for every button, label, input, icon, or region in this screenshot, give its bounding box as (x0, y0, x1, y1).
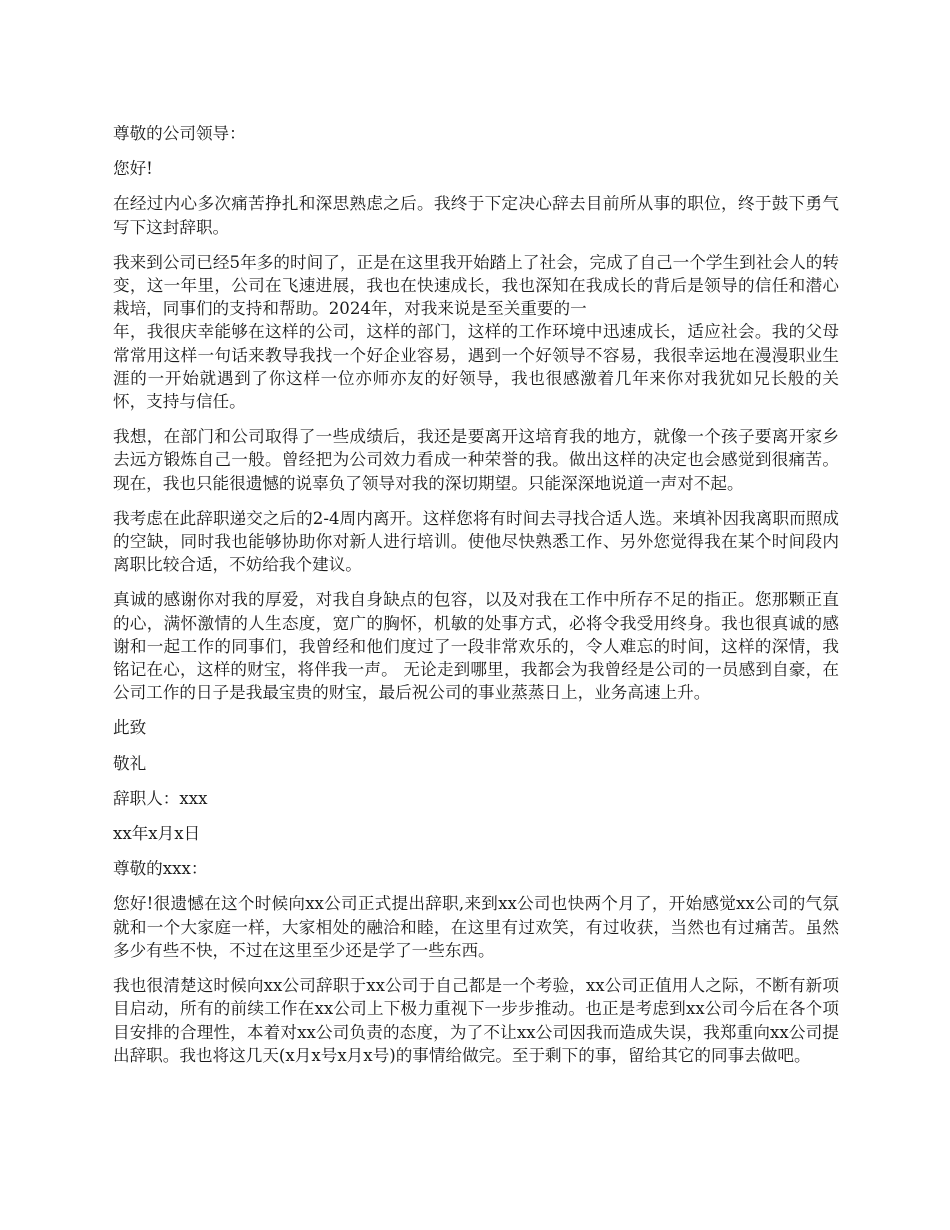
letter1-closing-jing-li: 敬礼 (113, 753, 147, 773)
letter1-salutation: 尊敬的公司领导： (113, 124, 246, 143)
document-page (113, 122, 839, 1079)
letter1-paragraph: 真诚的感谢你对我的厚爱，对我自身缺点的包容，以及对我在工作中所存不足的指正。您那颗正直的心，满怀激情的人生态度，宽广的胸怀，机敏的处事方式，必将令我受用终身。我也很真诚的感谢和一起工作的同事们，我曾经和他们度过了一段非常欢乐的，令人难忘的时间，这样的深情，我铭记在心，这样的财宝，将伴我一声。 无论走到哪里，我都会为我曾经是公司的一员感到自豪，在公司工作的日子是我最宝贵的财宝，最后祝公司的事业蒸蒸日上，业务高速上升。 (113, 590, 839, 703)
letter2-paragraph: 我也很清楚这时候向xx公司辞职于xx公司于自己都是一个考验，xx公司正值用人之际，不断有新项目启动，所有的前续工作在xx公司上下极力重视下一步步推动。也正是考虑到xx公司今后在各个项目安排的合理性，本着对xx公司负责的态度，为了不让xx公司因我而造成失误，我郑重向xx公司提出辞职。我也将这几天(x月x号x月x号)的事情给做完。至于剩下的事，留给其它的同事去做吧。 (113, 976, 839, 1065)
letter1-paragraph: 我想，在部门和公司取得了一些成绩后，我还是要离开这培育我的地方，就像一个孩子要离开家乡去远方锻炼自己一般。曾经把为公司效力看成一种荣誉的我。做出这样的决定也会感觉到很痛苦。现在，我也只能很遗憾的说辜负了领导对我的深切期望。只能深深地说道一声对不起。 (113, 427, 839, 493)
letter1-paragraph: 我来到公司已经5年多的时间了，正是在这里我开始踏上了社会，完成了自己一个学生到社会人的转变，这一年里，公司在飞速进展，我也在快速成长，我也深知在我成长的背后是领导的信任和潜心栽培，同事们的支持和帮助。2024年，对我来说是至关重要的一 年，我很庆幸能够在这样的公司，这样的部门，这样的工作环境中迅速成长，适应社会。我的父母常常用这样一句话来教导我找一个好企业容易，遇到一个好领导不容易，我很幸运地在漫漫职业生涯的一开始就遇到了你这样一位亦师亦友的好领导，我也很感激着几年来你对我犹如兄长般的关怀，支持与信任。 (113, 252, 839, 412)
letter1-paragraph: 在经过内心多次痛苦挣扎和深思熟虑之后。我终于下定决心辞去目前所从事的职位，终于鼓下勇气写下这封辞职。 (113, 194, 839, 237)
letter1-signer: 辞职人：xxx (113, 788, 208, 808)
letter2-salutation: 尊敬的xxx： (113, 859, 208, 879)
letter1-paragraph: 我考虑在此辞职递交之后的2-4周内离开。这样您将有时间去寻找合适人选。来填补因我离职而照成的空缺，同时我也能够协助你对新人进行培训。使他尽快熟悉工作、另外您觉得我在某个时间段内离职比较合适，不妨给我个建议。 (113, 508, 839, 575)
letter1-greeting: 您好! (113, 159, 153, 179)
letter2-paragraph: 您好!很遗憾在这个时候向xx公司正式提出辞职,来到xx公司也快两个月了，开始感觉xx公司的气氛就和一个大家庭一样，大家相处的融洽和睦，在这里有过欢笑，有过收获，当然也有过痛苦。虽然多少有些不快，不过在这里至少还是学了一些东西。 (113, 894, 839, 960)
letter1-date: xx年x月x日 (113, 824, 201, 844)
letter1-closing-ci-zhi: 此致 (113, 718, 147, 738)
